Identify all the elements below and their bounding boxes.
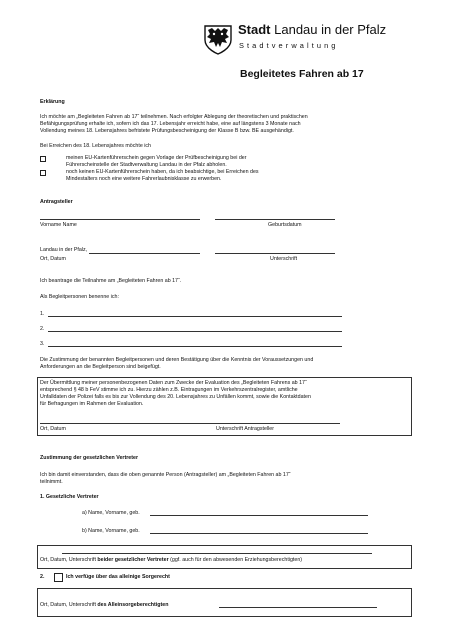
guardian-a-label: a) Name, Vorname, geb. bbox=[82, 510, 140, 516]
sole-custody-signature-label bbox=[40, 602, 168, 609]
guardians-signature-suffix: (ggf. auch für den abwesenden Erziehungsberechtigten) bbox=[168, 557, 303, 563]
name-label: Vorname Name bbox=[40, 222, 77, 228]
city-name-bold: Stadt bbox=[238, 22, 271, 37]
city-crest-icon bbox=[203, 24, 233, 56]
city-name bbox=[238, 22, 386, 37]
place-prefill: Landau in der Pfalz, bbox=[40, 247, 88, 253]
option-pickup-checkbox[interactable] bbox=[40, 156, 46, 162]
signature-field[interactable] bbox=[215, 253, 335, 254]
reach-age-text: Bei Erreichen des 18. Lebensjahres möchte ich bbox=[40, 143, 152, 149]
city-name-rest: Landau in der Pfalz bbox=[274, 22, 387, 37]
birthdate-label: Geburtsdatum bbox=[268, 222, 302, 228]
guardian-consent-line2: teilnimmt. bbox=[40, 479, 63, 485]
data-consent-line2: entsprechend § 48 b FeV stimme ich zu. Hierzu zählen z.B. Eintragungen im Verkehrszentralregister, amtliche bbox=[40, 387, 298, 393]
erklaerung-text-line1: Ich möchte am „Begleiteten Fahren ab 17“ teilnehmen. Nach erfolgter Ablegung der theoretischen und praktischen bbox=[40, 114, 308, 120]
signature-label: Unterschrift bbox=[270, 256, 298, 262]
erklaerung-text-line2: Befähigungsprüfung erhalte ich, sofern ich das 17. Lebensjahr erreicht habe, eine auf längstens 3 Monate nach bbox=[40, 121, 301, 127]
consent-note-line1: Die Zustimmung der benannten Begleitpersonen und deren Bestätigung über die Kenntnis der Voraussetzungen und bbox=[40, 357, 314, 363]
name-field[interactable] bbox=[40, 219, 200, 220]
data-consent-line1: Der Übermittlung meiner personenbezogenen Daten zum Zwecke der Evaluation des „Begleiteten Fahrens ab 17“ bbox=[40, 380, 307, 386]
erklaerung-text-line3: Vollendung meines 18. Lebensjahres befristete Prüfungsbescheinigung der Klasse B bzw. BE ausgehändigt. bbox=[40, 128, 294, 134]
data-consent-line4: für Befragungen im Rahmen der Evaluation. bbox=[40, 401, 144, 407]
sole-custody-signature-bold: des Alleinsorgeberechtigten bbox=[97, 602, 169, 608]
guardians-signature-bold: beider gesetzlicher Vertreter bbox=[97, 557, 169, 563]
data-consent-date-label: Ort, Datum bbox=[40, 426, 66, 432]
birthdate-field[interactable] bbox=[215, 219, 335, 220]
guardians-signature-label bbox=[40, 557, 302, 564]
erklaerung-heading: Erklärung bbox=[40, 99, 65, 105]
antragsteller-heading: Antragsteller bbox=[40, 199, 73, 205]
option-no-license-line2: Mindestalters noch eine weitere Fahrerlaubnisklasse zu erwerben. bbox=[66, 176, 222, 182]
data-consent-signature-label: Unterschrift Antragsteller bbox=[216, 426, 274, 432]
companion-number-3: 3. bbox=[40, 341, 45, 347]
guardian-b-label: b) Name, Vorname, geb. bbox=[82, 528, 140, 534]
participation-request: Ich beantrage die Teilnahme am „Begleiteten Fahren ab 17“. bbox=[40, 278, 182, 284]
companion-field-2[interactable] bbox=[48, 331, 342, 332]
place-date-label: Ort, Datum bbox=[40, 256, 66, 262]
data-consent-line3: Unfalldaten der Polizei falls es bis zur Vollendung des 20. Lebensjahres zu Unfällen kommt, sowie die Kontaktdaten bbox=[40, 394, 311, 400]
sole-custody-signature-field[interactable] bbox=[219, 607, 377, 608]
sole-custody-number: 2. bbox=[40, 574, 45, 580]
consent-note-line2: Anforderungen an die Begleitperson sind beigefügt. bbox=[40, 364, 161, 370]
guardian-a-field[interactable] bbox=[150, 515, 368, 516]
option-no-license-checkbox[interactable] bbox=[40, 170, 46, 176]
date-field[interactable] bbox=[89, 253, 200, 254]
option-no-license-line1: noch keinen EU-Kartenführerschein haben, da ich beabsichtige, bei Erreichen des bbox=[66, 169, 259, 175]
guardians-signature-prefix: Ort, Datum, Unterschrift bbox=[40, 557, 98, 563]
sole-custody-signature-prefix: Ort, Datum, Unterschrift bbox=[40, 602, 98, 608]
guardians-signature-field[interactable] bbox=[62, 553, 372, 554]
guardian-b-field[interactable] bbox=[150, 533, 368, 534]
guardian-consent-line1: Ich bin damit einverstanden, dass die oben genannte Person (Antragsteller) am „Begleiteten Fahren ab 17“ bbox=[40, 472, 291, 478]
sole-custody-checkbox[interactable] bbox=[54, 573, 63, 582]
option-pickup-line2: Führerscheinstelle der Stadtverwaltung Landau in der Pfalz abholen. bbox=[66, 162, 227, 168]
companion-number-2: 2. bbox=[40, 326, 45, 332]
city-subtitle: Stadtverwaltung bbox=[239, 41, 339, 50]
companions-intro: Als Begleitpersonen benenne ich: bbox=[40, 294, 119, 300]
data-consent-signature-field[interactable] bbox=[40, 423, 340, 424]
option-pickup-line1: meinen EU-Kartenführerschein gegen Vorlage der Prüfbescheinigung bei der bbox=[66, 155, 247, 161]
companion-number-1: 1. bbox=[40, 311, 45, 317]
companion-field-3[interactable] bbox=[48, 346, 342, 347]
sole-custody-label: Ich verfüge über das alleinige Sorgerecht bbox=[66, 574, 170, 580]
guardian-heading: Zustimmung der gesetzlichen Vertreter bbox=[40, 455, 139, 461]
form-title: Begleitetes Fahren ab 17 bbox=[240, 68, 364, 80]
guardians-section-heading: 1. Gesetzliche Vertreter bbox=[40, 494, 99, 500]
companion-field-1[interactable] bbox=[48, 316, 342, 317]
